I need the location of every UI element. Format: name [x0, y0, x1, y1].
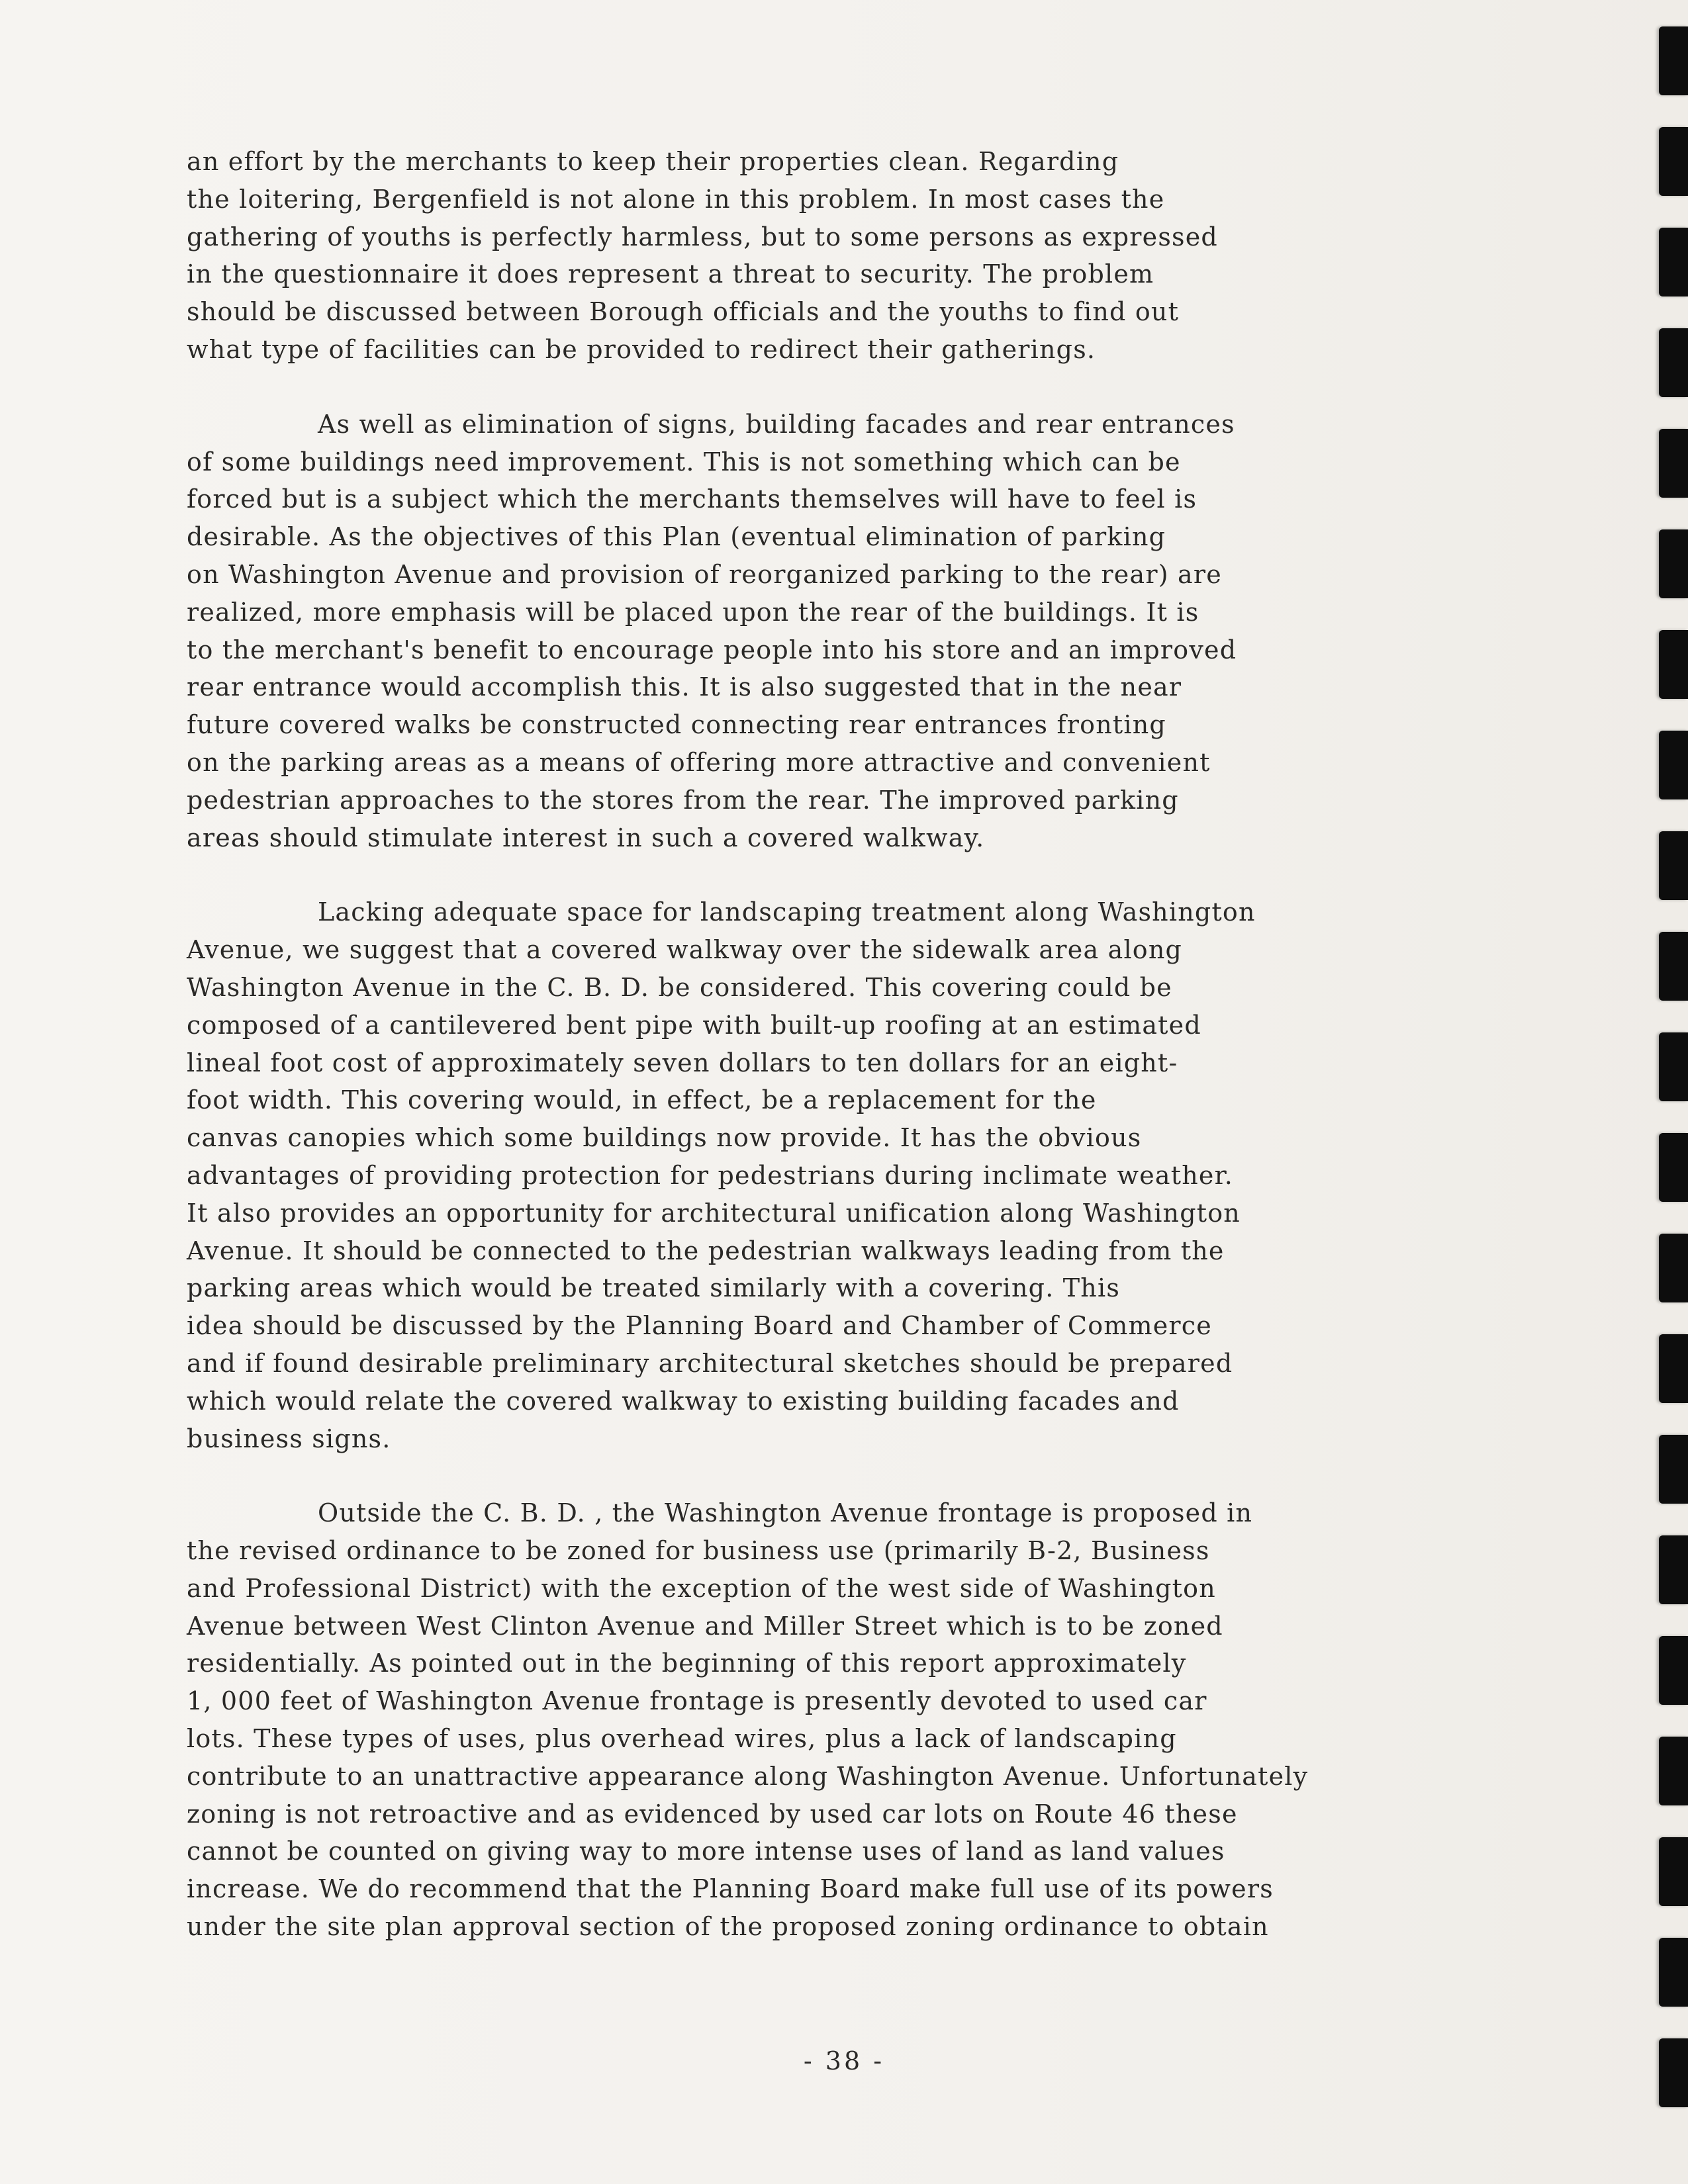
text-line: on Washington Avenue and provision of reorganized parking to the rear) are	[187, 559, 1222, 589]
binding-hole	[1659, 2038, 1688, 2107]
text-line: gathering of youths is perfectly harmless, but to some persons as expressed	[187, 222, 1218, 251]
text-line: Washington Avenue in the C. B. D. be considered. This covering could be	[187, 972, 1172, 1002]
binding-hole	[1659, 932, 1688, 1001]
text-line: composed of a cantilevered bent pipe with built-up roofing at an estimated	[187, 1010, 1201, 1040]
binding-hole	[1659, 1636, 1688, 1705]
text-line: lineal foot cost of approximately seven dollars to ten dollars for an eight-	[187, 1048, 1178, 1077]
text-line: contribute to an unattractive appearance along Washington Avenue. Unfortunately	[187, 1761, 1309, 1791]
binding-hole	[1659, 731, 1688, 799]
text-line: foot width. This covering would, in effect, be a replacement for the	[187, 1085, 1097, 1115]
text-line: an effort by the merchants to keep their properties clean. Regarding	[187, 147, 1119, 176]
binding-hole	[1659, 529, 1688, 598]
text-line: in the questionnaire it does represent a threat to security. The problem	[187, 259, 1154, 289]
text-line: realized, more emphasis will be placed upon the rear of the buildings. It is	[187, 597, 1199, 627]
binding-hole	[1659, 1737, 1688, 1805]
binding-hole	[1659, 1435, 1688, 1504]
text-line: the revised ordinance to be zoned for business use (primarily B-2, Business	[187, 1536, 1210, 1566]
text-line: As well as elimination of signs, building facades and rear entrances	[318, 409, 1235, 439]
text-line: which would relate the covered walkway to existing building facades and	[187, 1386, 1180, 1416]
text-line: 1, 000 feet of Washington Avenue frontage is presently devoted to used car	[187, 1686, 1207, 1716]
binding-hole	[1659, 1032, 1688, 1101]
text-line: advantages of providing protection for pedestrians during inclimate weather.	[187, 1160, 1234, 1190]
binding-hole	[1659, 831, 1688, 900]
page-number: - 38 -	[803, 2046, 885, 2075]
text-line: forced but is a subject which the merchants themselves will have to feel is	[187, 484, 1197, 514]
text-line: desirable. As the objectives of this Plan (eventual elimination of parking	[187, 522, 1166, 552]
text-line: rear entrance would accomplish this. It is also suggested that in the near	[187, 672, 1182, 702]
paragraph-1	[187, 143, 1564, 369]
text-line: areas should stimulate interest in such a covered walkway.	[187, 823, 985, 852]
text-line: the loitering, Bergenfield is not alone in this problem. In most cases the	[187, 184, 1165, 214]
binding-hole	[1659, 1535, 1688, 1604]
binding-hole	[1659, 1837, 1688, 1906]
text-line: and if found desirable preliminary architectural sketches should be prepared	[187, 1348, 1233, 1378]
binding-hole	[1659, 127, 1688, 196]
text-line: business signs.	[187, 1424, 391, 1453]
text-line: parking areas which would be treated similarly with a covering. This	[187, 1273, 1121, 1303]
text-line: Lacking adequate space for landscaping treatment along Washington	[318, 897, 1256, 927]
text-line: increase. We do recommend that the Planning Board make full use of its powers	[187, 1874, 1274, 1904]
text-line: canvas canopies which some buildings now provide. It has the obvious	[187, 1123, 1142, 1153]
binding-hole	[1659, 1133, 1688, 1202]
text-line: should be discussed between Borough officials and the youths to find out	[187, 297, 1180, 327]
binding-hole	[1659, 1334, 1688, 1403]
binding-hole	[1659, 26, 1688, 95]
paragraph-3	[187, 893, 1564, 1457]
text-line: on the parking areas as a means of offering more attractive and convenient	[187, 747, 1211, 777]
text-line: what type of facilities can be provided to redirect their gatherings.	[187, 334, 1096, 364]
text-line: lots. These types of uses, plus overhead wires, plus a lack of landscaping	[187, 1724, 1177, 1754]
binding-hole	[1659, 328, 1688, 397]
text-line: pedestrian approaches to the stores from the rear. The improved parking	[187, 785, 1179, 815]
text-line: future covered walks be constructed connecting rear entrances fronting	[187, 710, 1166, 740]
binding-hole	[1659, 1234, 1688, 1302]
binding-hole	[1659, 228, 1688, 296]
text-line: Avenue. It should be connected to the pedestrian walkways leading from the	[187, 1236, 1225, 1265]
text-line: under the site plan approval section of the proposed zoning ordinance to obtain	[187, 1912, 1269, 1942]
binding-hole	[1659, 429, 1688, 498]
text-line: and Professional District) with the exception of the west side of Washington	[187, 1573, 1216, 1603]
paragraph-2	[187, 406, 1564, 857]
text-line: It also provides an opportunity for architectural unification along Washington	[187, 1198, 1241, 1228]
text-line: Outside the C. B. D. , the Washington Avenue frontage is proposed in	[318, 1498, 1253, 1528]
text-line: cannot be counted on giving way to more intense uses of land as land values	[187, 1837, 1225, 1866]
text-line: zoning is not retroactive and as evidenced by used car lots on Route 46 these	[187, 1799, 1238, 1829]
text-line: residentially. As pointed out in the beginning of this report approximately	[187, 1649, 1187, 1678]
paragraph-4	[187, 1494, 1564, 1946]
text-line: idea should be discussed by the Planning Board and Chamber of Commerce	[187, 1311, 1212, 1341]
body-text	[187, 143, 1564, 1983]
binding-hole	[1659, 1938, 1688, 2007]
text-line: Avenue, we suggest that a covered walkway over the sidewalk area along	[187, 935, 1183, 965]
text-line: Avenue between West Clinton Avenue and Miller Street which is to be zoned	[187, 1611, 1223, 1641]
text-line: of some buildings need improvement. This is not something which can be	[187, 447, 1181, 477]
binding-hole	[1659, 630, 1688, 699]
text-line: to the merchant's benefit to encourage people into his store and an improved	[187, 635, 1237, 664]
spiral-binding-holes	[1646, 26, 1688, 2144]
